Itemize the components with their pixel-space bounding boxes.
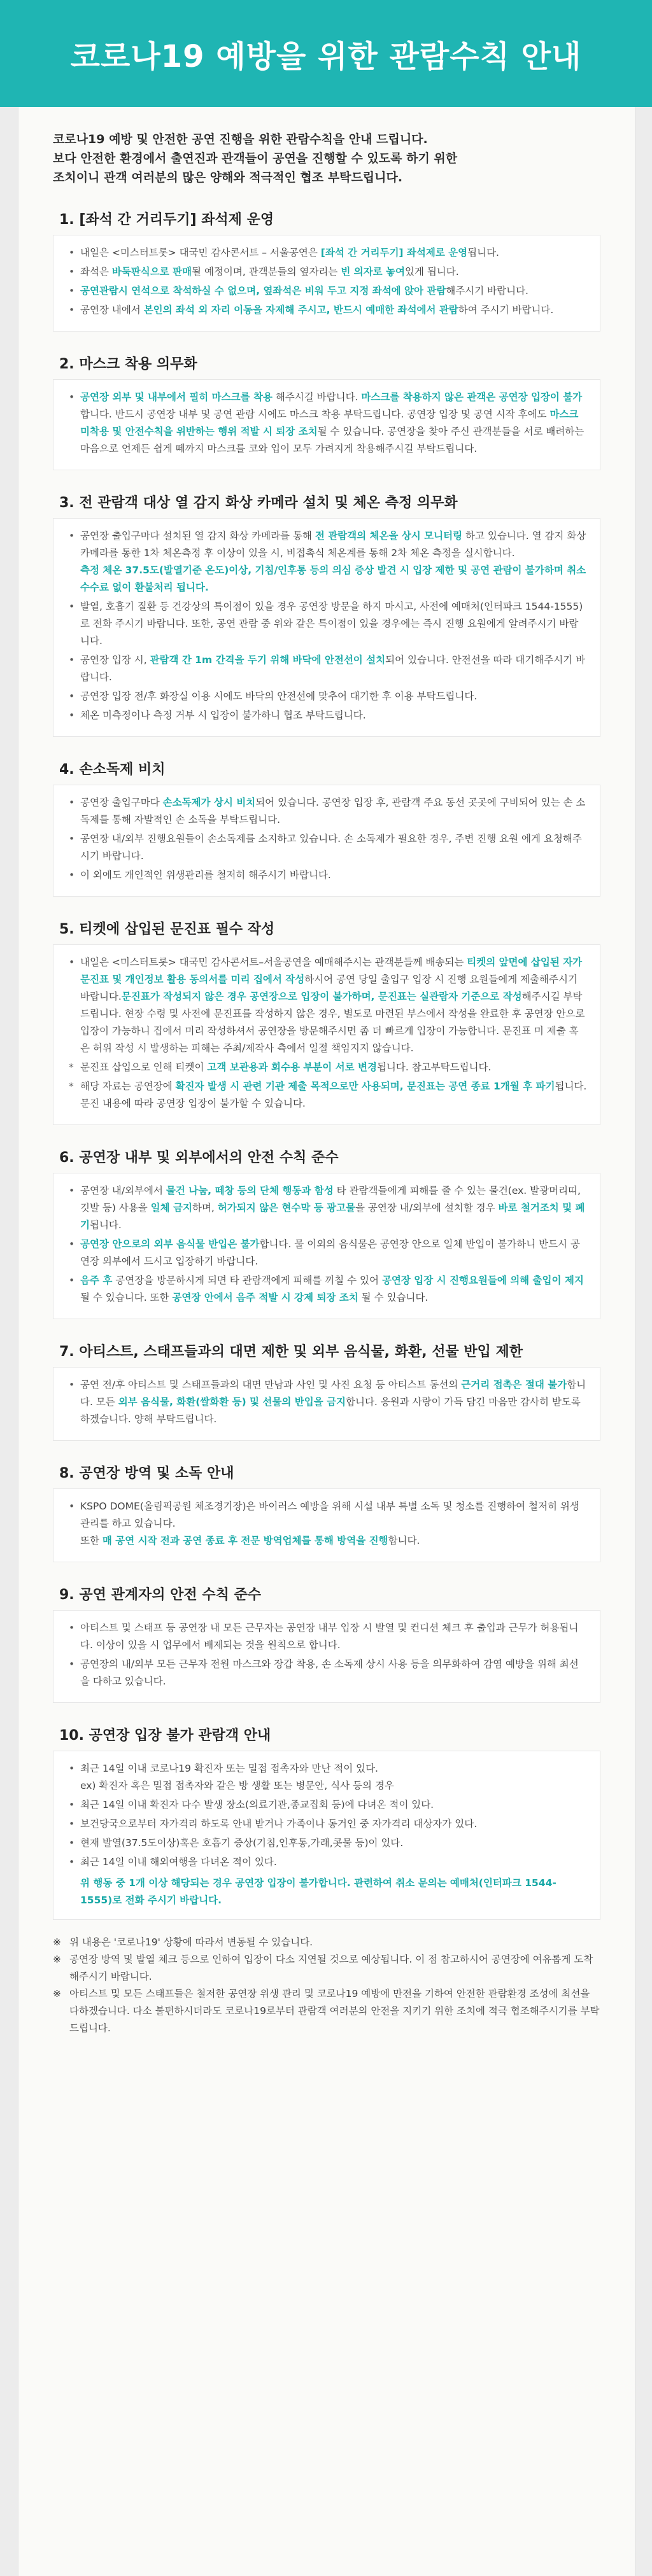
list-item: • 공연장 입장 전/후 화장실 이용 시에도 바닥의 안전선에 맞추어 대기한 후 이용 부탁드립니다. [66,688,587,705]
list-item: • 최근 14일 이내 코로나19 확진자 또는 밀접 접촉자와 만난 적이 있다. ex) 확진자 혹은 밀접 접촉자와 같은 방 생활 또는 병문안, 식사 등의 경우 [66,1760,587,1795]
page-title: 코로나19 예방을 위한 관람수칙 안내 [70,38,582,74]
intro-line: 코로나19 예방 및 안전한 공연 진행을 위한 관람수칙을 안내 드립니다. [53,132,428,146]
section-title: 5. 티켓에 삽입된 문진표 필수 작성 [59,921,275,937]
list-item: • 공연장 출입구마다 손소독제가 상시 비치되어 있습니다. 공연장 입장 후, 관람객 주요 동선 곳곳에 구비되어 있는 손 소독제를 통해 자발적인 손 소독을 부탁드립니다. [66,794,587,829]
section-title: 9. 공연 관계자의 안전 수칙 준수 [59,1587,261,1603]
list-item: • 발열, 호흡기 질환 등 건강상의 특이점이 있을 경우 공연장 방문을 하지 마시고, 사전에 예매처(인터파크 1544-1555)로 전화 주시기 바랍니다. 또한, 공연 관람 중 위와 같은 특이점이 있을 경우에는 즉시 진행 요원에게 알려주시기 바랍니다. [66,598,587,650]
list-item: • 내일은 <미스터트롯> 대국민 감사콘서트 – 서울공연은 [좌석 간 거리두기] 좌석제로 운영됩니다. [66,244,587,262]
note-mark: ※ [53,1954,61,1965]
footnote: ※ 공연장 방역 및 발열 체크 등으로 인하여 입장이 다소 지연될 것으로 예상됩니다. 이 점 참고하시어 공연장에 여유롭게 도착해주시기 바랍니다. [53,1951,600,1985]
list-item: • 아티스트 및 스태프 등 공연장 내 모든 근무자는 공연장 내부 입장 시 발열 및 컨디션 체크 후 출입과 근무가 허용됩니다. 이상이 있을 시 업무에서 배제되는 것을 원칙으로 합니다. [66,1620,587,1654]
section-title: 8. 공연장 방역 및 소독 안내 [59,1466,234,1481]
entry-warning: 위 행동 중 1개 이상 해당되는 경우 공연장 입장이 불가합니다. 관련하여 취소 문의는 예매처(인터파크 1544-1555)로 전화 주시기 바랍니다. [80,1877,556,1906]
section-title: 10. 공연장 입장 불가 관람객 안내 [59,1728,271,1744]
section-box [53,944,600,1125]
list-item: * 해당 자료는 공연장에 확진자 발생 시 관련 기관 제출 목적으로만 사용되며, 문진표는 공연 종료 1개월 후 파기됩니다. 문진 내용에 따라 공연장 입장이 불가할 수 있습니다. [66,1078,587,1112]
intro-text [53,130,600,187]
list-item: • 공연장 입장 시, 관람객 간 1m 간격을 두기 위해 바닥에 안전선이 설치되어 있습니다. 안전선을 따라 대기해주시기 바랍니다. [66,652,587,686]
section-entry-denied [53,1725,600,1920]
list-item: • KSPO DOME(올림픽공원 체조경기장)은 바이러스 예방을 위해 시설 내부 특별 소독 및 청소를 진행하여 철저히 위생관리를 하고 있습니다. 또한 매 공연 시작 전과 공연 종료 후 전문 방역업체를 통해 방역을 진행합니다. [66,1498,587,1550]
section-seating [53,209,600,332]
section-box [53,1367,600,1441]
section-title: 7. 아티스트, 스태프들과의 대면 제한 및 외부 음식물, 화환, 선물 반입 제한 [59,1344,523,1360]
notice-card [18,107,635,2576]
section-title: 6. 공연장 내부 및 외부에서의 안전 수칙 준수 [59,1150,339,1166]
list-item: • 공연 전/후 아티스트 및 스태프들과의 대면 만남과 사인 및 사진 요청 등 아티스트 동선의 근거리 접촉은 절대 불가합니다. 모든 외부 음식물, 화환(쌀화환 등) 및 선물의 반입을 금지합니다. 응원과 사랑이 가득 담긴 마음만 감사히 받도록 하겠습니다. 양해 부탁드립니다. [66,1376,587,1428]
section-safety-rules [53,1147,600,1319]
list-item: • 공연장 출입구마다 설치된 열 감지 화상 카메라를 통해 전 관람객의 체온을 상시 모니터링 하고 있습니다. 열 감지 화상카메라를 통한 1차 체온측정 후 이상이 있을 시, 비접촉식 체온계를 통해 2차 체온 측정을 실시합니다. 측정 체온 37.5도(발열기준 온도)이상, 기침/인후통 등의 의심 증상 발견 시 입장 제한 및 공연 관람이 불가하며 취소 수수료 없이 환불처리 됩니다. [66,528,587,596]
section-mask [53,353,600,470]
section-staff-rules [53,1584,600,1703]
list-item: • 공연장 안으로의 외부 음식물 반입은 불가합니다. 물 이외의 음식물은 공연장 안으로 일체 반입이 불가하니 반드시 공연장 외부에서 드시고 입장하기 바랍니다. [66,1236,587,1270]
section-box [53,235,600,332]
list-item: • 현재 발열(37.5도이상)혹은 호흡기 증상(기침,인후통,가래,콧물 등)이 있다. [66,1835,587,1852]
header-banner [0,0,652,107]
intro-line: 보다 안전한 환경에서 출연진과 관객들이 공연을 진행할 수 있도록 하기 위한 [53,151,458,165]
list-item: • 이 외에도 개인적인 위생관리를 철저히 해주시기 바랍니다. [66,867,587,884]
list-item: • 공연관람시 연석으로 착석하실 수 없으며, 옆좌석은 비워 두고 지정 좌석에 앉아 관람해주시기 바랍니다. [66,283,587,300]
list-item: • 내일은 <미스터트롯> 대국민 감사콘서트–서울공연을 예매해주시는 관객분들께 배송되는 티켓의 앞면에 삽입된 자가 문진표 및 개인정보 활용 동의서를 미리 집에서 작성하시어 공연 당일 출입구 입장 시 진행 요원들에게 제출해주시기 바랍니다.문진표가 작성되지 않은 경우 공연장으로 입장이 불가하며, 문진표는 실관람자 기준으로 작성해주시길 부탁드립니다. 현장 수령 및 사전에 문진표를 작성하지 않은 경우, 별도로 마련된 부스에서 작성을 완료한 후 공연장 안으로 입장이 가능하니 집에서 미리 작성하셔서 공연장을 방문해주시면 좀 더 빠르게 입장이 가능합니다. 문진표 미 제출 혹은 허위 작성 시 발생하는 피해는 주최/제작사 측에서 일절 책임지지 않습니다. [66,954,587,1057]
section-title: 2. 마스크 착용 의무화 [59,356,197,372]
section-disinfection [53,1462,600,1562]
list-item: • 체온 미측정이나 측정 거부 시 입장이 불가하니 협조 부탁드립니다. [66,707,587,724]
list-item: • 공연장 내에서 본인의 좌석 외 자리 이동을 자제해 주시고, 반드시 예매한 좌석에서 관람하여 주시기 바랍니다. [66,302,587,319]
list-item: • 최근 14일 이내 해외여행을 다녀온 적이 있다. [66,1854,587,1871]
list-item: • 공연장 내/외부에서 물건 나눔, 떼창 등의 단체 행동과 함성 타 관람객들에게 피해를 줄 수 있는 물건(ex. 발광머리띠, 깃발 등) 사용을 일체 금지하며, 허가되지 않은 현수막 등 광고물을 공연장 내/외부에 설치할 경우 바로 철거조치 및 폐기됩니다. [66,1182,587,1234]
list-item: • 최근 14일 이내 확진자 다수 발생 장소(의료기관,종교집회 등)에 다녀온 적이 있다. [66,1796,587,1814]
list-item: • 공연장 내/외부 진행요원들이 손소독제를 소지하고 있습니다. 손 소독제가 필요한 경우, 주변 진행 요원 에게 요청해주시기 바랍니다. [66,830,587,865]
section-box [53,1751,600,1920]
list-item: • 공연장의 내/외부 모든 근무자 전원 마스크와 장갑 착용, 손 소독제 상시 사용 등을 의무화하여 감염 예방을 위해 최선을 다하고 있습니다. [66,1656,587,1690]
note-mark: ※ [53,1988,61,1999]
section-box [53,1173,600,1319]
section-sanitizer [53,759,600,897]
section-contact-limits [53,1341,600,1441]
list-item: • 보건당국으로부터 자가격리 하도록 안내 받거나 가족이나 동거인 중 자가격리 대상자가 있다. [66,1816,587,1833]
section-temperature [53,492,600,737]
section-box [53,379,600,470]
intro-line: 조치이니 관객 여러분의 많은 양해와 적극적인 협조 부탁드립니다. [53,171,403,185]
list-item: • 공연장 외부 및 내부에서 필히 마스크를 착용 해주시길 바랍니다. 마스크를 착용하지 않은 관객은 공연장 입장이 불가합니다. 반드시 공연장 내부 및 공연 관람 시에도 마스크 착용 부탁드립니다. 공연장 입장 및 공연 시작 후에도 마스크 미착용 및 안전수칙을 위반하는 행위 적발 시 퇴장 조치될 수 있습니다. 공연장을 찾아 주신 관객분들을 서로 배려하는 마음으로 언제든 쉽게 떼까지 마스크를 코와 입이 모두 가려지게 착용해주시길 부탁드립니다. [66,389,587,458]
section-title: 3. 전 관람객 대상 열 감지 화상 카메라 설치 및 체온 측정 의무화 [59,495,458,511]
section-box [53,518,600,737]
section-questionnaire [53,918,600,1125]
note-mark: ※ [53,1936,61,1948]
section-box [53,785,600,897]
list-item: • 좌석은 바둑판식으로 판매될 예정이며, 관객분들의 옆자리는 빈 의자로 놓여있게 됩니다. [66,263,587,281]
section-box [53,1488,600,1562]
list-item: • 음주 후 공연장을 방문하시게 되면 타 관람객에게 피해를 끼칠 수 있어 공연장 입장 시 진행요원들에 의해 출입이 제지될 수 있습니다. 또한 공연장 안에서 음주 적발 시 강제 퇴장 조치 될 수 있습니다. [66,1272,587,1306]
section-box [53,1610,600,1703]
section-title: 1. [좌석 간 거리두기] 좌석제 운영 [59,212,274,228]
footnotes [53,1934,600,2037]
section-title: 4. 손소독제 비치 [59,762,166,778]
list-item: * 문진표 삽입으로 인해 티켓이 고객 보관용과 회수용 부분이 서로 변경됩니다. 참고부탁드립니다. [66,1059,587,1076]
footnote: ※ 아티스트 및 모든 스태프들은 철저한 공연장 위생 관리 및 코로나19 예방에 만전을 기하여 안전한 관람환경 조성에 최선을 다하겠습니다. 다소 불편하시더라도 코로나19로부터 관람객 여러분의 안전을 지키기 위한 조치에 적극 협조해주시기를 부탁드립니다. [53,1985,600,2037]
footnote: ※ 위 내용은 '코로나19' 상황에 따라서 변동될 수 있습니다. [53,1934,600,1951]
